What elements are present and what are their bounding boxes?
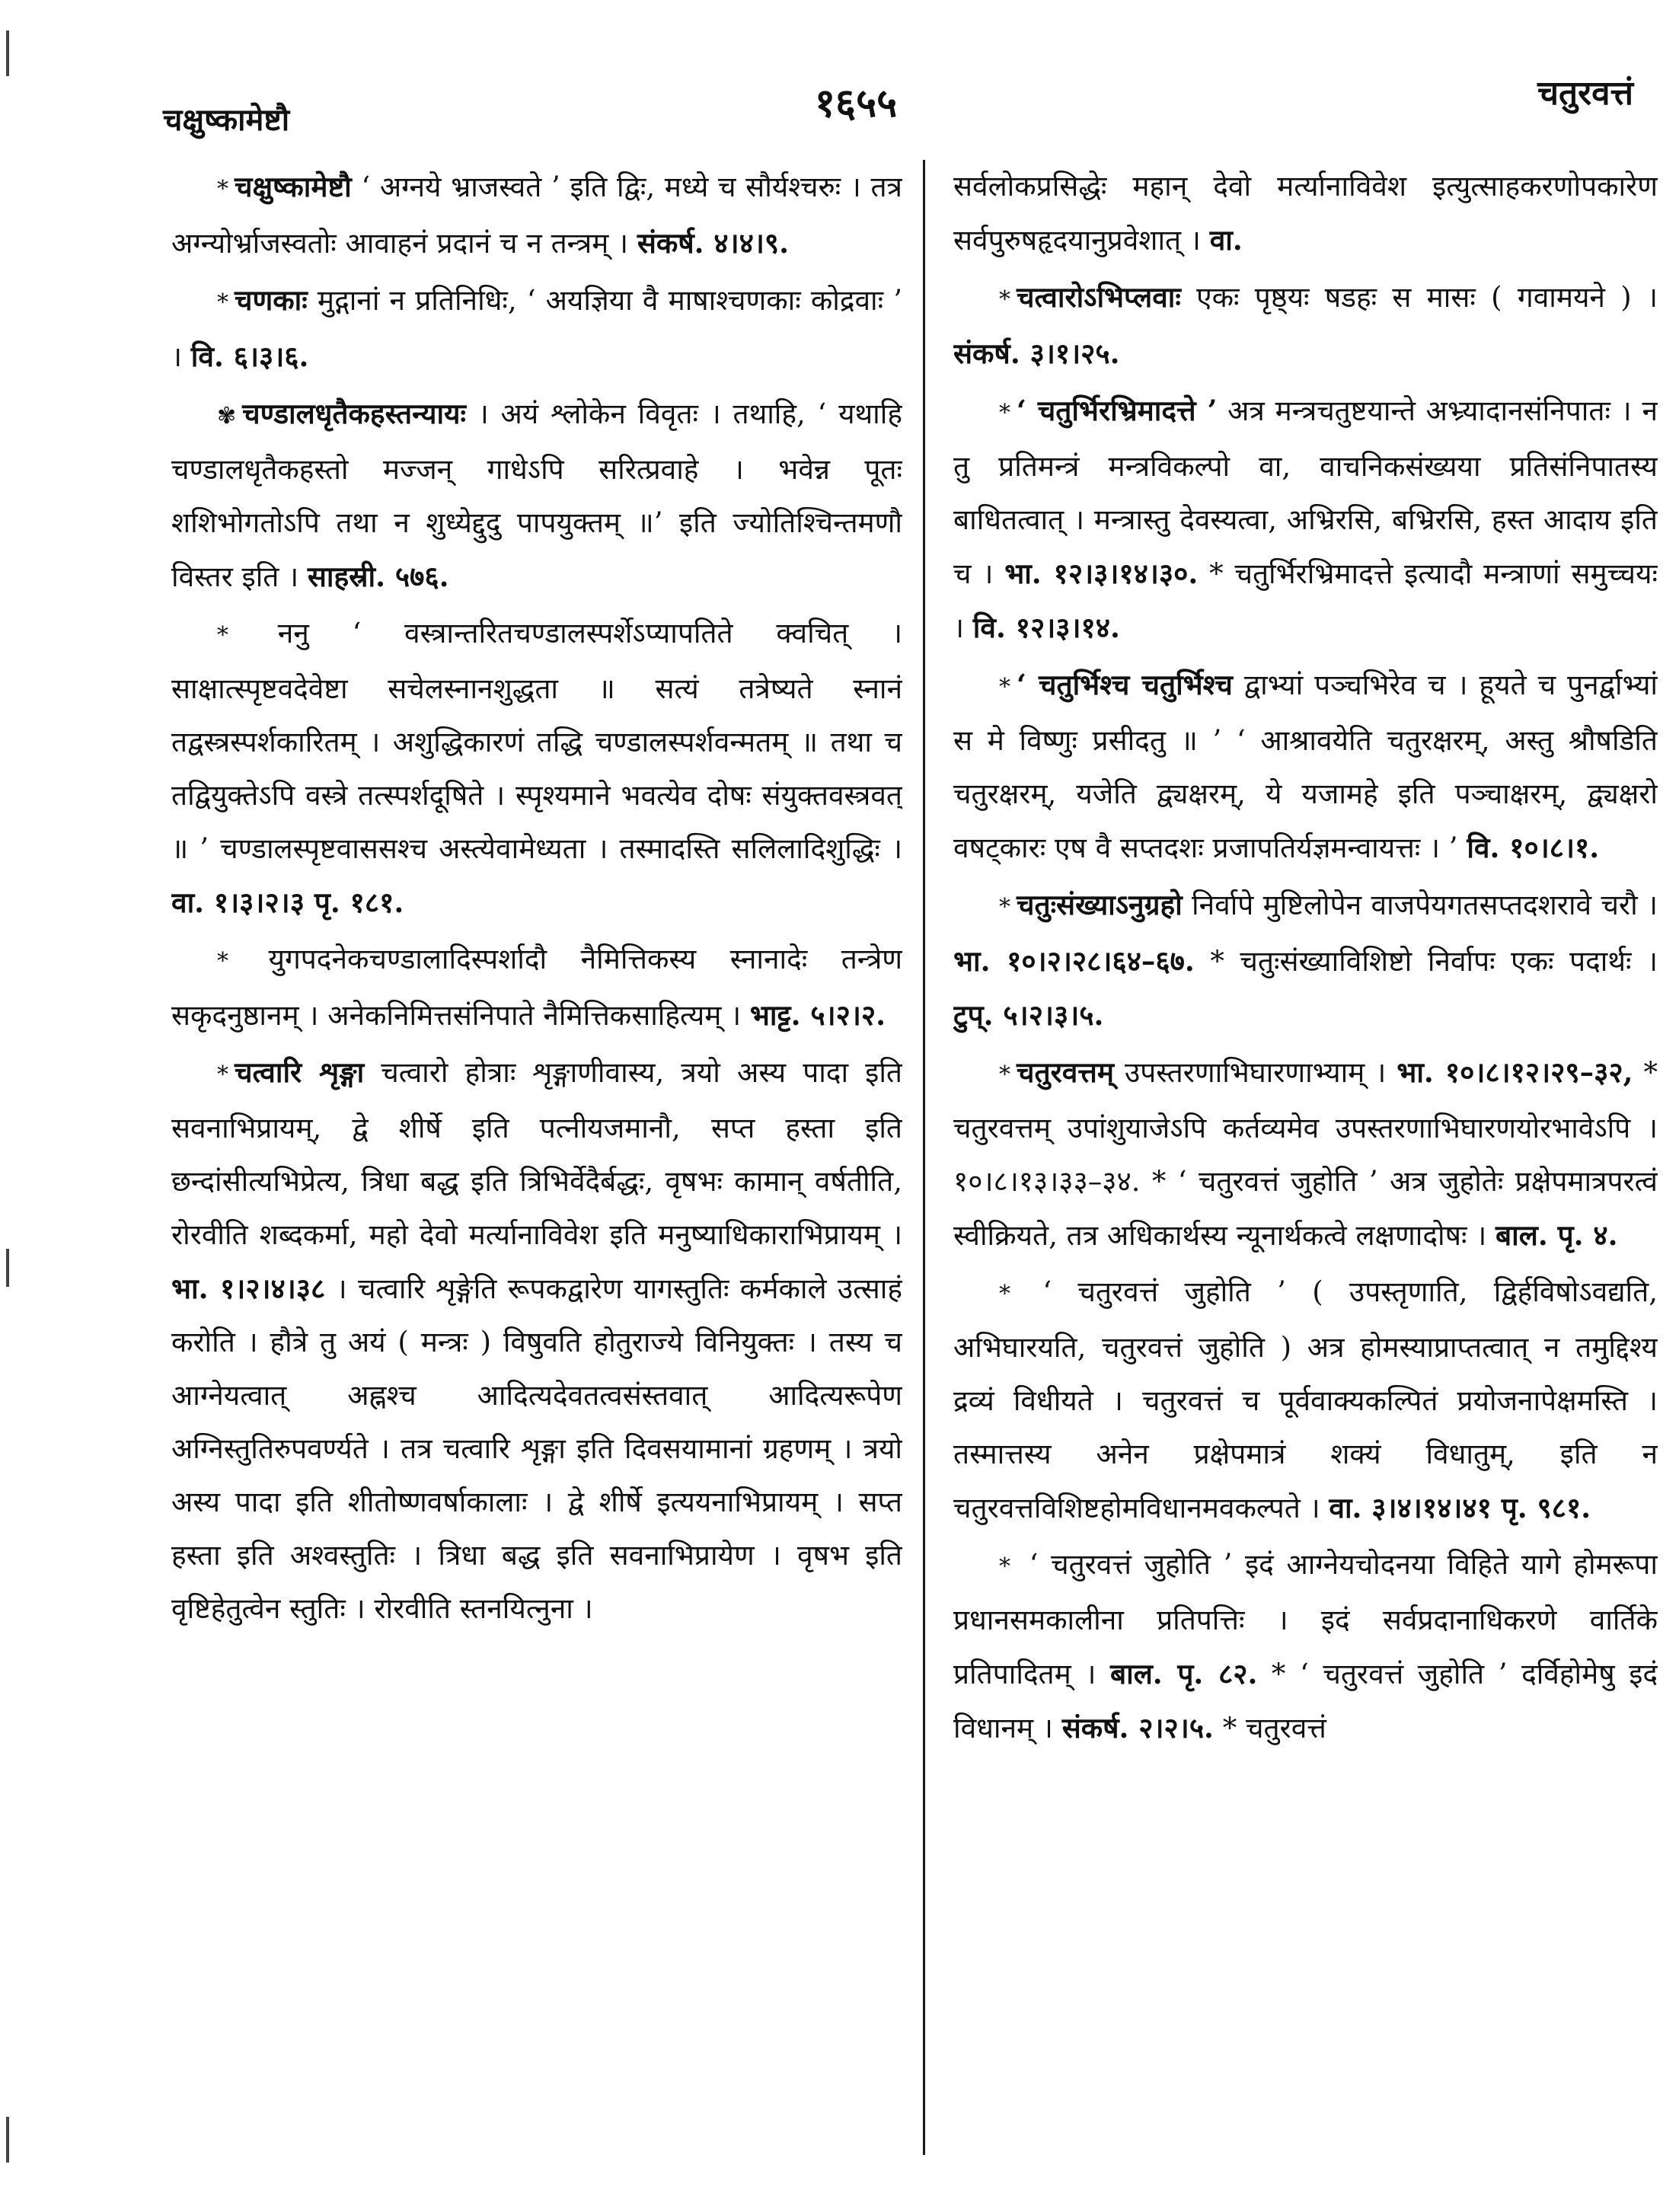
entry-text-continued: * ‘ चतुरवत्तं जुहोति ’ दर्विहोमेषु इदं विधानम् ।: [953, 1658, 1658, 1744]
left-column: [171, 160, 902, 2163]
entry: [171, 933, 902, 1042]
header-right-keyword: चतुरवत्तं: [1537, 74, 1633, 113]
entry-reference: साहस्री. ५७६.: [307, 560, 449, 593]
entry: [953, 270, 1658, 381]
entry: [953, 160, 1658, 267]
entry-text-continued: * चतुःसंख्याविशिष्टो निर्वापः एकः पदार्थः ।: [1210, 945, 1658, 978]
entry-marker: *: [217, 289, 228, 316]
entry-headword: चतुःसंख्याऽनुग्रहो: [1017, 888, 1183, 921]
entry-reference: भा. १२।३।१४।३०.: [1004, 557, 1199, 590]
entry-text: मुद्गानां न प्रतिनिधिः, ‘ अयज्ञिया वै माषाश्चणकाः कोद्रवाः ’ ।: [171, 284, 902, 373]
entry-marker: *: [999, 1061, 1010, 1088]
entry-headword: चक्षुष्कामेष्टौ: [235, 170, 352, 203]
scan-edge-mark: [6, 2117, 9, 2163]
scan-edge-mark: [6, 30, 9, 76]
right-column: [953, 160, 1658, 2163]
entry-marker: *: [999, 674, 1010, 701]
page-header: [152, 61, 1641, 145]
entry-marker: *: [999, 894, 1010, 921]
entry-reference: वा.: [1209, 223, 1243, 257]
entry: [171, 387, 902, 604]
entry-reference: बाल. पृ. ४.: [1495, 1218, 1618, 1252]
entry-reference: भा. १०।२।२८।६४–६७.: [953, 944, 1195, 978]
entry-text: ‘ चतुरवत्तं जुहोति ’ इदं आग्नेयचोदनया विहिते यागे होमरूपा प्रधानसमकालीना प्रतिपत्तिः । इदं सर्वप्रदानाधिकरणे वार्तिके प्रतिपादितम् ।: [953, 1548, 1658, 1690]
header-left-keyword: चक्षुष्कामेष्टौ: [163, 102, 290, 138]
entry-marker: *: [999, 400, 1010, 426]
entry-marker: *: [217, 1061, 228, 1088]
entry-marker: *: [217, 622, 228, 649]
entry-text: ‘ चतुरवत्तं जुहोति ’ ( उपस्तृणाति, द्विर्हविषोऽवद्यति, अभिघारयति, चतुरवत्तं जुहोति ) अत्र होमस्याप्राप्तत्वात्‌ न तमुद्दिश्य द्रव्यं विधीयते । चतुरवत्तं च पूर्ववाक्यकल्पितं प्रयोजनापेक्षमस्ति । तस्मात्तस्य अनेन प्रक्षेपमात्रं शक्यं विधातुम्, इति न चतुरवत्तविशिष्टहोमविधानमवकल्पते ।: [953, 1275, 1658, 1524]
page-number: १६५५: [815, 80, 898, 126]
entry-headword: चतुरवत्तम्: [1017, 1055, 1114, 1089]
entry-reference: वि. १२।३।१४.: [972, 611, 1120, 644]
entry-text-tail: * चतुरवत्तं: [1222, 1712, 1326, 1744]
entry: [171, 273, 902, 384]
entry-text: युगपदनेकचण्डालादिस्पर्शादौ नैमित्तिकस्य स्नानादेः तन्त्रेण सकृदनुष्ठानम् । अनेकनिमित्तसंनिपाते नैमित्तिकसाहित्यम् ।: [171, 943, 902, 1032]
entry: [171, 1045, 902, 1636]
entry-text: सर्वलोकप्रसिद्धेः महान्‌ देवो मर्त्यानाविवेश इत्युत्साहकरणोपकारेण सर्वपुरुषहृदयानुप्रवेशात् ।: [953, 170, 1658, 257]
scan-edge-mark: [6, 1249, 9, 1287]
entry-reference: वा. १।३।२।३ पृ. १८१.: [171, 886, 404, 919]
entry: [953, 878, 1658, 1042]
entry-text: अत्र मन्त्रचतुष्टयान्ते अभ्र्यादानसंनिपातः । न तु प्रतिमन्त्रं मन्त्रविकल्पो वा, वाचनिकसंख्यया प्रतिसंनिपातस्य बाधितत्वात् । मन्त्रास्तु देवस्यत्वा, अभ्रिरसि, बभ्रिरसि, हस्त आदाय इति च ।: [953, 394, 1658, 590]
entry-reference: टुप्. ५।२।३।५.: [953, 998, 1104, 1032]
entry-text: द्वाभ्यां पञ्चभिरेव च । हूयते च पुनर्द्वाभ्यां स मे विष्णुः प्रसीदतु ॥ ’ ‘ आश्रावयेति चतुरक्षरम्, अस्तु श्रौषडिति चतुरक्षरम्, यजेति द्व्यक्षरम्, ये यजामहे इति पञ्चाक्षरम्, द्व्यक्षरो वषट्कारः एष वै सप्तदशः प्रजापतिर्यज्ञमन्वायत्तः । ’: [953, 669, 1658, 864]
entry-text-continued: * चतुरवत्तम् उपांशुयाजेऽपि कर्तव्यमेव उपस्तरणाभिघारणयोरभावेऽपि । १०।८।१३।३३–३४. * ‘ चतुरवत्तं जुहोति ’ अत्र जुहोतेः प्रक्षेपमात्रपरत्वं स्वीक्रियते, तत्र अधिकार्थस्य न्यूनार्थकत्वे लक्षणादोषः ।: [953, 1056, 1658, 1252]
entry-marker: *: [217, 176, 228, 203]
entry-marker: *: [217, 948, 228, 975]
entry: [953, 1266, 1658, 1535]
entry-text: । अयं श्लोकेन विवृतः । तथाहि, ‘ यथाहि चण्डालधृतैकहस्तो मज्जन्‌ गाधेऽपि सरित्प्रवाहे । भवेन्न पूतः शशिभोगतोऽपि तथा न शुध्येद्दुदु पापयुक्तम् ॥’ इति ज्योतिश्चिन्तमणौ विस्तर इति ।: [171, 397, 902, 593]
entry: [953, 1538, 1658, 1755]
entry-reference: संकर्ष. ४।४।९.: [637, 226, 790, 260]
entry-reference: वा. ३।४।१४।४१ पृ. ९८१.: [1329, 1491, 1591, 1524]
entry-marker: *: [999, 1553, 1010, 1580]
entry-reference: भा. १०।८।१२।२९–३२,: [1397, 1055, 1633, 1089]
entry-headword: चणकाः: [235, 283, 308, 317]
entry-text: ननु ‘ वस्त्रान्तरितचण्डालस्पर्शेऽप्यापतिते क्वचित् । साक्षात्स्पृष्टवदेवेष्टा सचेलस्नानशुद्धता ॥ सत्यं तत्रेष्यते स्नानं तद्वस्त्रस्पर्शकारितम् । अशुद्धिकारणं तद्धि चण्डालस्पर्शवन्मतम् ॥ तथा च तद्वियुक्तेऽपि वस्त्रे तत्स्पर्शदूषिते । स्पृश्यमाने भवत्येव दोषः संयुक्तवस्त्रवत् ॥ ’ चण्डालस्पृष्टवाससश्च अस्त्येवामेध्यता । तस्मादस्ति सलिलादिशुद्धिः ।: [171, 617, 902, 865]
entry-headword: ‘ चतुर्भिश्च चतुर्भिश्च: [1017, 668, 1233, 701]
entry-text: निर्वापे मुष्टिलोपेन वाजपेयगतसप्तदशरावे चरौ ।: [1192, 889, 1658, 921]
entry: [953, 384, 1658, 655]
entry-reference: भाट्ट. ५।२।२.: [749, 998, 886, 1032]
entry: [953, 1045, 1658, 1262]
entry-text: एकः पृष्ठ्यः षडहः स मासः ( गवामयने ) ।: [1196, 281, 1658, 314]
entry-reference: वि. ६।३।६.: [190, 340, 309, 373]
entry-text-continued: * चतुर्भिरभ्रिमादत्ते इत्यादौ मन्त्राणां समुच्चयः ।: [953, 557, 1658, 644]
entry-reference: संकर्ष. ३।१।२५.: [953, 337, 1120, 370]
entry: [953, 658, 1658, 875]
entry-headword: चत्वारि शृङ्गा: [235, 1055, 365, 1089]
entry-marker: ✾: [217, 403, 237, 429]
entry-text: ‘ अग्नये भ्राजस्वते ’ इति द्विः, मध्ये च सौर्यश्चरुः । तत्र अग्न्योर्भ्राजस्वतोः आवाहनं प्रदानं च न तन्त्रम् ।: [171, 171, 902, 260]
column-divider: [923, 160, 925, 2155]
entry: [171, 607, 902, 930]
entry-text: चत्वारो होत्राः शृङ्गाणीवास्य, त्रयो अस्य पादा इति सवनाभिप्रायम्, द्वे शीर्षे इति पत्नीयजमानौ, सप्त हस्ता इति छन्दांसीत्यभिप्रेत्य, त्रिधा बद्ध इति त्रिभिर्वेदैर्बद्धः, वृषभः कामान्‌ वर्षतीति, रोरवीति शब्दकर्मा, महो देवो मर्त्यानाविवेश इति मनुष्याधिकाराभिप्रायम् ।: [171, 1056, 902, 1251]
entry-reference: वि. १०।८।१.: [1467, 831, 1600, 864]
entry-headword: चत्वारोऽभिप्लवाः: [1017, 280, 1181, 314]
entry-reference: बाल. पृ. ८२.: [1109, 1657, 1258, 1690]
entry-reference: भा. १।२।४।३८: [171, 1272, 326, 1305]
entry-marker: *: [999, 1281, 1010, 1307]
entry-text-continued: । चत्वारि शृङ्गेति रूपकद्वारेण यागस्तुतिः कर्मकाले उत्साहं करोति । हौत्रे तु अयं ( मन्त्रः ) विषुवति होतुराज्ये विनियुक्तः । तस्य च आग्नेयत्वात्‌ अह्नश्च आदित्यदेवतत्वसंस्तवात्‌ आदित्यरूपेण अग्निस्तुतिरुपवर्ण्यते । तत्र चत्वारि शृङ्गा इति दिवसयामानां ग्रहणम् । त्रयो अस्य पादा इति शीतोष्णवर्षाकालाः । द्वे शीर्षे इत्ययनाभिप्रायम् । सप्त हस्ता इति अश्वस्तुतिः । त्रिधा बद्ध इति सवनाभिप्रायेण । वृषभ इति वृष्टिहेतुत्वेन स्तुतिः । रोरवीति स्तनयित्नुना ।: [171, 1272, 902, 1625]
entry-headword: ‘ चतुर्भिरभ्रिमादत्ते ’: [1017, 394, 1218, 427]
entry-text: उपस्तरणाभिघारणाभ्याम् ।: [1124, 1056, 1387, 1089]
entry-headword: चण्डालधृतैकहस्तन्यायः: [242, 397, 466, 430]
entry-marker: *: [999, 286, 1010, 313]
entry-reference: संकर्ष. २।२।५.: [1061, 1711, 1214, 1744]
entry: [171, 160, 902, 270]
